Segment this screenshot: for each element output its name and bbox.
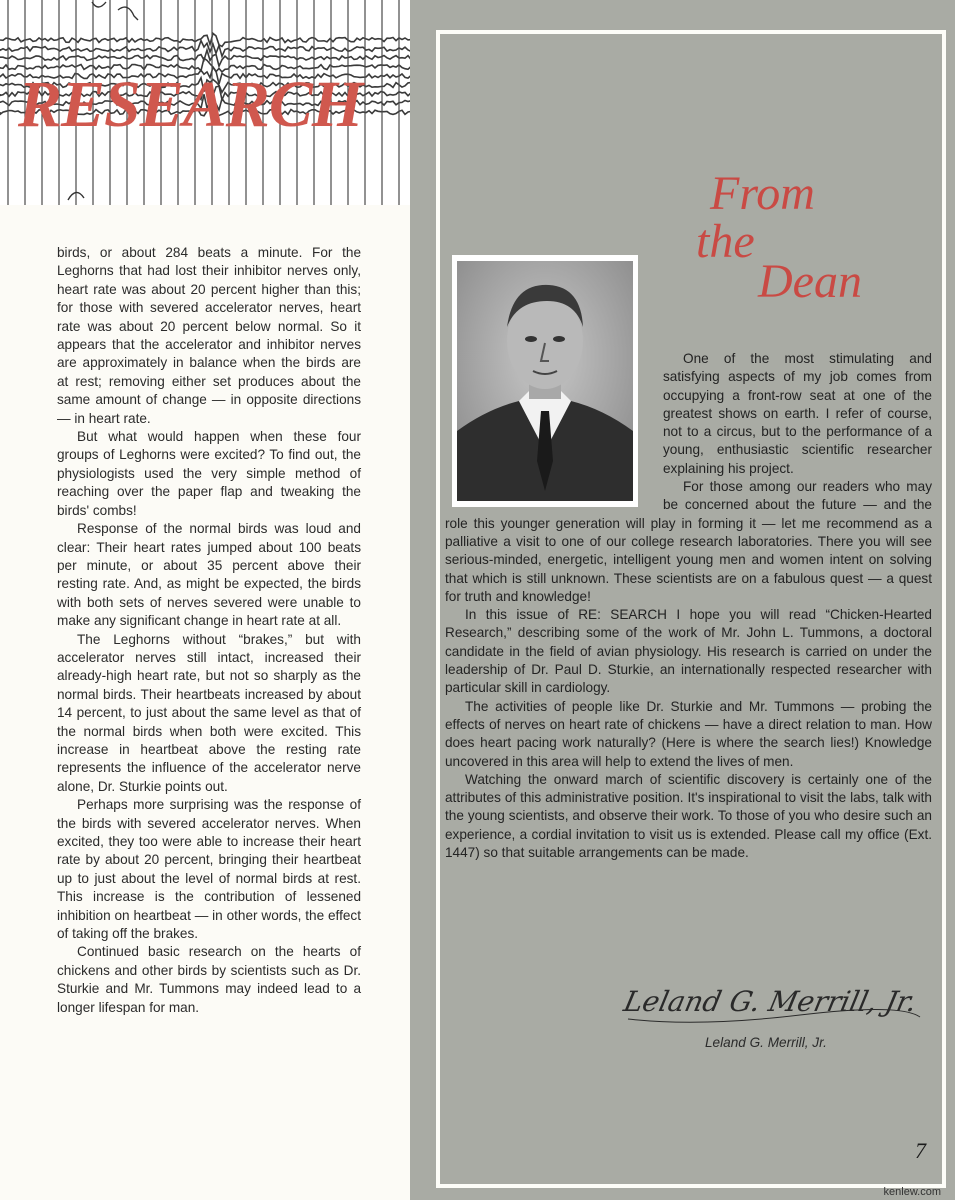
- article-paragraph: Perhaps more surprising was the response of the birds with severed accelerator nerves. When excited, they too were able to increase their heart rate by about 20 percent, bringing their heartbeat up to just about the level of normal birds at rest. This increase is the contribution of lessened inhibition on heartbeat — in other words, the effect of taking off the brakes.: [57, 797, 361, 942]
- dean-signature: [620, 975, 940, 1030]
- research-banner: [0, 0, 415, 205]
- article-column: [57, 244, 361, 1017]
- article-paragraph: But what would happen when these four groups of Leghorns were excited? To find out, the physiologists used the very simple method of reaching over the paper flap and tweaking the birds' combs!: [57, 429, 361, 518]
- title-word-the: the: [696, 215, 755, 268]
- letter-paragraph: The activities of people like Dr. Sturkie and Mr. Tummons — probing the effects of nerves on heart rate of chickens — have a direct relation to man. How does heart pacing work naturally? (Here is where the search lies!) Knowledge uncovered in this area will help to extend the lives of men.: [445, 698, 932, 769]
- watermark: kenlew.com: [883, 1186, 941, 1198]
- article-paragraph: Continued basic research on the hearts of chickens and other birds by scientists such as Dr. Sturkie and Mr. Tummons may indeed lead to a longer lifespan for man.: [57, 944, 361, 1015]
- letter-paragraph: For those among our readers who may be concerned about the future — and the role this younger generation will play in forming it — let me recommend as a palliative a visit to one of our college research laboratories. There you will see serious-minded, energetic, intelligent young men and women intent on solving that which is still unknown. These scientists are on a fabulous quest — a quest for truth and knowledge!: [445, 479, 932, 604]
- title-word-from: From: [710, 167, 815, 220]
- right-page: [410, 0, 955, 1200]
- dean-letter: [445, 350, 932, 862]
- letter-paragraph: In this issue of RE: SEARCH I hope you will read “Chicken-Hearted Research,” describing some of the work of Mr. John L. Tummons, a doctoral candidate in the field of avian physiology. His research is carried on under the leadership of Dr. Paul D. Sturkie, an internationally respected researcher with particular skill in cardiology.: [445, 607, 932, 696]
- left-page: [0, 0, 410, 1200]
- signature-script: Leland G. Merrill, Jr.: [620, 985, 920, 1018]
- article-paragraph: Response of the normal birds was loud and clear: Their heart rates jumped about 100 beats per minute, or about 35 percent above their resting rate. And, as might be expected, the birds with both sets of nerves severed were unable to make any significant change in heart rate at all.: [57, 521, 361, 629]
- letter-paragraph: One of the most stimulating and satisfying aspects of my job comes from occupying a front-row seat at one of the greatest shows on earth. I refer of course, not to a circus, but to the performance of a young, enthusiastic scientific researcher explaining his project.: [663, 351, 932, 476]
- signer-name: Leland G. Merrill, Jr.: [705, 1035, 827, 1050]
- photo-wrap-spacer: [445, 350, 663, 512]
- page-number: 7: [915, 1138, 926, 1163]
- article-paragraph: birds, or about 284 beats a minute. For the Leghorns that had lost their inhibitor nerves only, heart rate was about 20 percent higher than this; for those with severed accelerator nerves, heart rate was about 20 percent below normal. So it appears that the accelerator and inhibitor nerves are approximately in balance when the birds are at rest; removing either set produces about the same amount of change — in opposite directions — in heart rate.: [57, 245, 361, 426]
- title-word-dean: Dean: [758, 255, 862, 308]
- research-title: RESEARCH: [18, 68, 363, 141]
- article-paragraph: The Leghorns without “brakes,” but with accelerator nerves still intact, increased their already-high heart rate, but not so sharply as the normal birds. Their heartbeats increased by about 14 percent, to just about the same level as that of the normal birds when both were excited. This increase in heartbeat above the resting rate represents the influence of the accelerator nerve alone, Dr. Sturkie points out.: [57, 631, 361, 794]
- letter-paragraph: Watching the onward march of scientific discovery is certainly one of the attributes of this administrative position. It's inspirational to visit the labs, talk with the young scientists, and observe their work. To those of you who desire such an experience, a cordial invitation to visit us is extended. Please call my office (Ext. 1447) so that suitable arrangements can be made.: [445, 771, 932, 861]
